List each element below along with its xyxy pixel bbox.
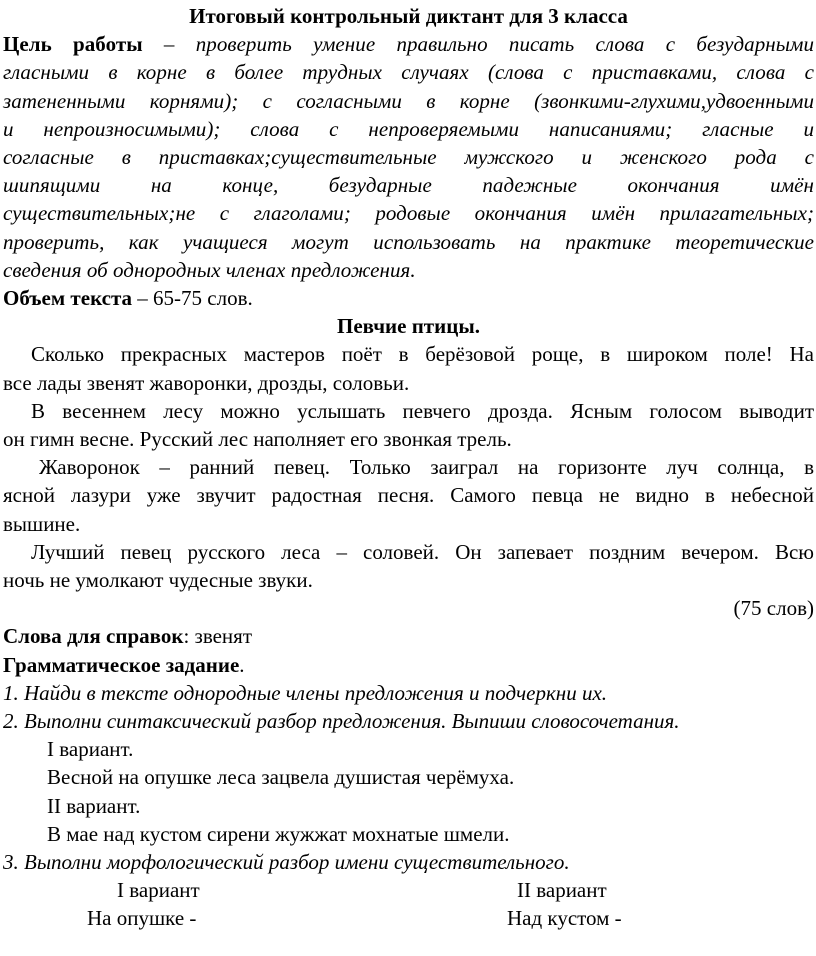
document-page bbox=[3, 2, 814, 933]
goal-label: Цель работы bbox=[3, 32, 143, 57]
dictation-line: Сколько прекрасных мастеров поёт в берёзовой роще, в широком поле! На bbox=[31, 342, 814, 367]
goal-line-6: шипящими на конце, безударные падежные окончания имён bbox=[3, 173, 814, 198]
goal-line-3: затененными корнями); с согласными в корне (звонкими-глухими,удвоенными bbox=[3, 88, 814, 113]
reference-line bbox=[3, 622, 814, 650]
dictation-line: он гимн весне. Русский лес наполняет его звонкая трель. bbox=[3, 427, 512, 452]
goal-line-5: согласные в приставках;существительные мужского и женского рода с bbox=[3, 145, 814, 170]
reference-label: Слова для справок bbox=[3, 624, 184, 649]
grammar-task-2: 2. Выполни синтаксический разбор предложения. Выпиши словосочетания. bbox=[3, 709, 680, 734]
dictation-paragraph-3 bbox=[3, 453, 814, 538]
dictation-paragraph-1 bbox=[3, 340, 814, 396]
goal-section bbox=[3, 30, 814, 284]
variant-2-label: II вариант. bbox=[47, 793, 141, 818]
goal-line-1 bbox=[3, 30, 814, 58]
goal-dash: – bbox=[142, 32, 196, 57]
goal-line-8: проверить, как учащиеся могут использовать на практике теоретические bbox=[3, 229, 814, 254]
variant-1-label: I вариант. bbox=[47, 737, 134, 762]
column-2-header: II вариант bbox=[517, 878, 607, 903]
dictation-title: Певчие птицы. bbox=[337, 314, 480, 339]
dictation-line: вышине. bbox=[3, 511, 81, 536]
dictation-line: ночь не умолкают чудесные звуки. bbox=[3, 568, 313, 593]
grammar-task-1: 1. Найди в тексте однородные члены предложения и подчеркни их. bbox=[3, 680, 608, 705]
dictation-line: Лучший певец русского леса – соловей. Он запевает поздним вечером. Всю bbox=[31, 539, 814, 564]
dictation-paragraph-4 bbox=[3, 538, 814, 594]
grammar-dot: . bbox=[239, 652, 245, 677]
variant-columns-header bbox=[3, 876, 814, 904]
volume-label: Объем текста bbox=[3, 286, 133, 311]
variant-columns-words bbox=[3, 904, 814, 932]
goal-line-7: существительных;не с глаголами; родовые окончания имён прилагательных; bbox=[3, 201, 814, 226]
grammar-task-3: 3. Выполни морфологический разбор имени существительного. bbox=[3, 850, 570, 875]
dictation-line: ясной лазури уже звучит радостная песня. Самого певца не видно в небесной bbox=[3, 483, 814, 508]
volume-line bbox=[3, 284, 814, 312]
word-count: (75 слов) bbox=[733, 596, 814, 621]
column-2-word: Над кустом - bbox=[507, 906, 622, 931]
grammar-label: Грамматическое задание bbox=[3, 652, 240, 677]
goal-text-1: проверить умение правильно писать слова с безударными bbox=[195, 32, 814, 57]
goal-line-2: гласными в корне в более трудных случаях (слова с приставками, слова с bbox=[3, 60, 814, 85]
dictation-line: все лады звенят жаворонки, дрозды, соловьи. bbox=[3, 370, 410, 395]
goal-line-9: сведения об однородных членах предложения. bbox=[3, 257, 416, 282]
column-1-word: На опушке - bbox=[87, 906, 197, 931]
variant-2-sentence: В мае над кустом сирени жужжат мохнатые шмели. bbox=[47, 821, 510, 846]
page-title: Итоговый контрольный диктант для 3 класса bbox=[189, 4, 628, 28]
variant-1-sentence: Весной на опушке леса зацвела душистая черёмуха. bbox=[47, 765, 515, 790]
grammar-heading bbox=[3, 651, 814, 679]
dictation-paragraph-2 bbox=[3, 397, 814, 453]
volume-value: – 65-75 слов. bbox=[132, 286, 253, 311]
reference-value: : звенят bbox=[183, 624, 253, 649]
dictation-line: В весеннем лесу можно услышать певчего дрозда. Ясным голосом выводит bbox=[31, 398, 814, 423]
dictation-line: Жаворонок – ранний певец. Только заиграл на горизонте луч солнца, в bbox=[39, 455, 814, 480]
goal-line-4: и непроизносимыми); слова с непроверяемыми написаниями; гласные и bbox=[3, 116, 814, 141]
column-1-header: I вариант bbox=[117, 878, 200, 903]
